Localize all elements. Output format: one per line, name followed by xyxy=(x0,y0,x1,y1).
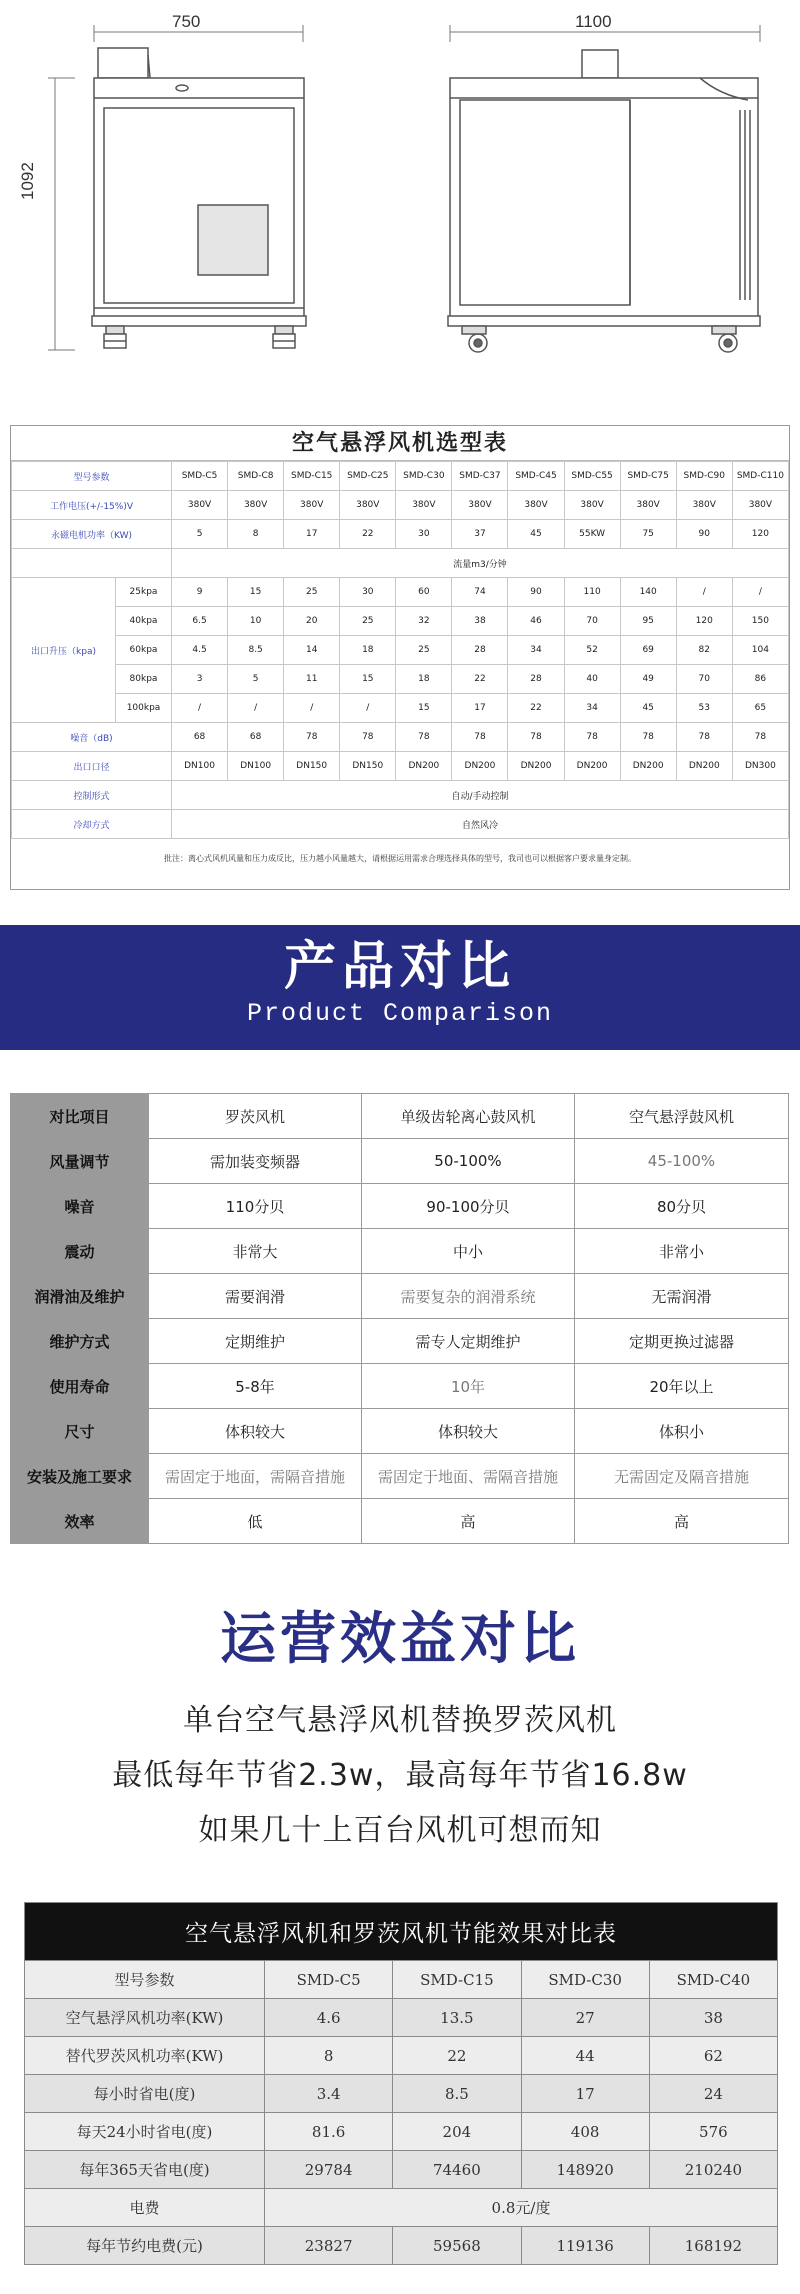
comparison-cell: 80分贝 xyxy=(575,1184,789,1229)
spec-cell: 380V xyxy=(564,491,620,520)
spec-cell: 9 xyxy=(172,578,228,607)
spec-cell: 78 xyxy=(676,723,732,752)
spec-row-label: 永磁电机功率（KW) xyxy=(12,520,172,549)
spec-cell: 140 xyxy=(620,578,676,607)
comparison-row-label: 安装及施工要求 xyxy=(11,1454,149,1499)
spec-cell: 78 xyxy=(284,723,340,752)
spec-cell: 25 xyxy=(284,578,340,607)
spec-cell: 20 xyxy=(284,607,340,636)
spec-cell: 46 xyxy=(508,607,564,636)
comparison-body xyxy=(11,1094,789,1544)
comparison-cell: 45-100% xyxy=(575,1139,789,1184)
energy-cell: 8 xyxy=(265,2037,393,2075)
spec-cell: 11 xyxy=(284,665,340,694)
energy-body xyxy=(25,1903,778,2265)
comparison-row-label: 使用寿命 xyxy=(11,1364,149,1409)
spec-row-cooling xyxy=(12,810,789,839)
spec-row-pressure xyxy=(12,636,789,665)
spec-cell: SMD-C25 xyxy=(340,462,396,491)
energy-cell: 29784 xyxy=(265,2151,393,2189)
energy-header-cell: SMD-C40 xyxy=(649,1961,777,1999)
spec-cell: 25 xyxy=(340,607,396,636)
comparison-cell: 需专人定期维护 xyxy=(362,1319,575,1364)
spec-cell: 34 xyxy=(564,694,620,723)
comparison-row-label: 润滑油及维护 xyxy=(11,1274,149,1319)
energy-cell: 62 xyxy=(649,2037,777,2075)
spec-cell: 45 xyxy=(508,520,564,549)
energy-cell: 27 xyxy=(521,1999,649,2037)
spec-cell: / xyxy=(284,694,340,723)
spec-pressure-value: 100kpa xyxy=(116,694,172,723)
spec-cell: 18 xyxy=(340,636,396,665)
spec-cell: 82 xyxy=(676,636,732,665)
spec-cell: 95 xyxy=(620,607,676,636)
spec-cell: 45 xyxy=(620,694,676,723)
product-comparison-banner xyxy=(0,925,800,1050)
spec-row-power xyxy=(12,520,789,549)
spec-cell: 30 xyxy=(396,520,452,549)
energy-header-row xyxy=(25,1961,778,1999)
spec-row-label: 控制形式 xyxy=(12,781,172,810)
spec-cell: 380V xyxy=(172,491,228,520)
energy-row-label: 空气悬浮风机功率(KW) xyxy=(25,1999,265,2037)
spec-cell: 32 xyxy=(396,607,452,636)
spec-cell: DN200 xyxy=(676,752,732,781)
banner-subtitle: Product Comparison xyxy=(246,999,554,1028)
spec-row-outlet xyxy=(12,752,789,781)
energy-row-label: 每年节约电费(元) xyxy=(25,2227,265,2265)
spec-note: 批注：离心式风机风量和压力成反比，压力越小风量越大，请根据运用需求合理选择具体的型号，我司也可以根据客户要求量身定制。 xyxy=(164,854,636,863)
comparison-cell: 体积较大 xyxy=(362,1409,575,1454)
spec-cell: 14 xyxy=(284,636,340,665)
spec-cell: 69 xyxy=(620,636,676,665)
spec-cell: 65 xyxy=(732,694,788,723)
spec-cell: 55KW xyxy=(564,520,620,549)
spec-cell: 52 xyxy=(564,636,620,665)
comparison-cell: 需要复杂的润滑系统 xyxy=(362,1274,575,1319)
spec-cell: 380V xyxy=(452,491,508,520)
energy-cell: 168192 xyxy=(649,2227,777,2265)
comparison-header-cell: 空气悬浮鼓风机 xyxy=(575,1094,789,1139)
spec-cell: 90 xyxy=(676,520,732,549)
spec-cell: 4.5 xyxy=(172,636,228,665)
front-width-dimension: 750 xyxy=(172,12,201,31)
spec-cell: SMD-C37 xyxy=(452,462,508,491)
spec-cell: DN150 xyxy=(284,752,340,781)
spec-cell: / xyxy=(228,694,284,723)
height-dimension: 1092 xyxy=(18,162,37,200)
spec-row-control xyxy=(12,781,789,810)
spec-cell: 28 xyxy=(508,665,564,694)
energy-cell: 74460 xyxy=(393,2151,521,2189)
benefit-title: 运营效益对比 xyxy=(220,1606,580,1672)
spec-cell: 15 xyxy=(340,665,396,694)
spec-cell: 90 xyxy=(508,578,564,607)
energy-cell: 22 xyxy=(393,2037,521,2075)
spec-cell: DN200 xyxy=(564,752,620,781)
spec-cell: 22 xyxy=(508,694,564,723)
comparison-row-label: 噪音 xyxy=(11,1184,149,1229)
spec-cell: / xyxy=(732,578,788,607)
spec-cell: 380V xyxy=(284,491,340,520)
comparison-row-label: 维护方式 xyxy=(11,1319,149,1364)
comparison-cell: 高 xyxy=(575,1499,789,1544)
spec-selection-table xyxy=(10,425,790,890)
spec-cell: 6.5 xyxy=(172,607,228,636)
comparison-cell: 110分贝 xyxy=(149,1184,362,1229)
spec-row-pressure xyxy=(12,578,789,607)
spec-cell: SMD-C15 xyxy=(284,462,340,491)
spec-merged-value: 自然风冷 xyxy=(172,810,789,839)
energy-cell: 24 xyxy=(649,2075,777,2113)
comparison-header-cell: 罗茨风机 xyxy=(149,1094,362,1139)
spec-cell: 150 xyxy=(732,607,788,636)
spec-cell: 380V xyxy=(228,491,284,520)
spec-cell: 380V xyxy=(508,491,564,520)
energy-header-cell: SMD-C15 xyxy=(393,1961,521,1999)
comparison-cell: 低 xyxy=(149,1499,362,1544)
comparison-cell: 需要润滑 xyxy=(149,1274,362,1319)
comparison-cell: 90-100分贝 xyxy=(362,1184,575,1229)
spec-cell-empty xyxy=(12,549,172,578)
energy-cell: 23827 xyxy=(265,2227,393,2265)
comparison-cell: 体积小 xyxy=(575,1409,789,1454)
spec-cell: 15 xyxy=(228,578,284,607)
spec-cell: 78 xyxy=(508,723,564,752)
spec-row-pressure xyxy=(12,607,789,636)
spec-cell: 74 xyxy=(452,578,508,607)
comparison-row xyxy=(11,1139,789,1184)
product-comparison-table xyxy=(10,1093,789,1544)
spec-cell: SMD-C75 xyxy=(620,462,676,491)
spec-cell: SMD-C110 xyxy=(732,462,788,491)
spec-cell: 18 xyxy=(396,665,452,694)
spec-row-voltage xyxy=(12,491,789,520)
energy-cell: 119136 xyxy=(521,2227,649,2265)
spec-cell: DN100 xyxy=(172,752,228,781)
energy-cell: 59568 xyxy=(393,2227,521,2265)
spec-flow-unit: 流量m3/分钟 xyxy=(172,549,789,578)
spec-cell: DN200 xyxy=(396,752,452,781)
comparison-cell: 需固定于地面，需隔音措施 xyxy=(149,1454,362,1499)
energy-header-cell: SMD-C30 xyxy=(521,1961,649,1999)
comparison-row-label: 效率 xyxy=(11,1499,149,1544)
spec-cell: DN200 xyxy=(620,752,676,781)
spec-cell: 15 xyxy=(396,694,452,723)
spec-cell: 104 xyxy=(732,636,788,665)
spec-cell: / xyxy=(340,694,396,723)
spec-cell: 78 xyxy=(732,723,788,752)
comparison-cell: 非常小 xyxy=(575,1229,789,1274)
spec-cell: 78 xyxy=(564,723,620,752)
side-width-dimension: 1100 xyxy=(575,12,612,31)
spec-cell: 10 xyxy=(228,607,284,636)
comparison-cell: 需固定于地面、需隔音措施 xyxy=(362,1454,575,1499)
spec-cell: 34 xyxy=(508,636,564,665)
comparison-cell: 高 xyxy=(362,1499,575,1544)
energy-header-cell: SMD-C5 xyxy=(265,1961,393,1999)
energy-cell: 17 xyxy=(521,2075,649,2113)
spec-row-pressure xyxy=(12,694,789,723)
energy-cell: 8.5 xyxy=(393,2075,521,2113)
energy-table-title: 空气悬浮风机和罗茨风机节能效果对比表 xyxy=(25,1903,778,1961)
comparison-cell: 50-100% xyxy=(362,1139,575,1184)
spec-cell: 78 xyxy=(396,723,452,752)
spec-cell: / xyxy=(676,578,732,607)
spec-pressure-value: 80kpa xyxy=(116,665,172,694)
spec-table-title: 空气悬浮风机选型表 xyxy=(11,426,789,461)
energy-price-value: 0.8元/度 xyxy=(265,2189,778,2227)
comparison-row xyxy=(11,1364,789,1409)
energy-row xyxy=(25,2037,778,2075)
comparison-row xyxy=(11,1274,789,1319)
energy-cell: 576 xyxy=(649,2113,777,2151)
energy-row xyxy=(25,1999,778,2037)
energy-row xyxy=(25,2075,778,2113)
technical-drawings xyxy=(0,0,800,410)
spec-cell: SMD-C45 xyxy=(508,462,564,491)
comparison-header-row xyxy=(11,1094,789,1139)
comparison-row xyxy=(11,1409,789,1454)
energy-cell: 4.6 xyxy=(265,1999,393,2037)
spec-cell: 22 xyxy=(340,520,396,549)
spec-row-label: 噪音（dB) xyxy=(12,723,172,752)
benefit-line-1: 单台空气悬浮风机替换罗茨风机 xyxy=(183,1703,617,1738)
energy-row-label: 每小时省电(度) xyxy=(25,2075,265,2113)
comparison-cell: 10年 xyxy=(362,1364,575,1409)
comparison-cell: 定期维护 xyxy=(149,1319,362,1364)
spec-cell: / xyxy=(172,694,228,723)
spec-cell: 86 xyxy=(732,665,788,694)
energy-price-row xyxy=(25,2189,778,2227)
spec-cell: 70 xyxy=(676,665,732,694)
energy-cell: 44 xyxy=(521,2037,649,2075)
comparison-row xyxy=(11,1229,789,1274)
energy-cell: 13.5 xyxy=(393,1999,521,2037)
spec-row-pressure xyxy=(12,665,789,694)
comparison-cell: 体积较大 xyxy=(149,1409,362,1454)
spec-cell: SMD-C8 xyxy=(228,462,284,491)
spec-row-flow-unit xyxy=(12,549,789,578)
energy-saving-table xyxy=(24,1902,778,2265)
spec-merged-value: 自动/手动控制 xyxy=(172,781,789,810)
spec-cell: 380V xyxy=(396,491,452,520)
spec-cell: 78 xyxy=(620,723,676,752)
energy-row-label: 电费 xyxy=(25,2189,265,2227)
comparison-row xyxy=(11,1184,789,1229)
spec-cell: 380V xyxy=(732,491,788,520)
energy-cell: 81.6 xyxy=(265,2113,393,2151)
comparison-row xyxy=(11,1454,789,1499)
banner-title: 产品对比 xyxy=(283,936,516,997)
spec-cell: 5 xyxy=(228,665,284,694)
comparison-header-label: 对比项目 xyxy=(11,1094,149,1139)
spec-cell: DN150 xyxy=(340,752,396,781)
spec-cell: 75 xyxy=(620,520,676,549)
energy-cell: 38 xyxy=(649,1999,777,2037)
spec-cell: SMD-C5 xyxy=(172,462,228,491)
comparison-row xyxy=(11,1499,789,1544)
spec-cell: 49 xyxy=(620,665,676,694)
comparison-row-label: 尺寸 xyxy=(11,1409,149,1454)
energy-cell: 148920 xyxy=(521,2151,649,2189)
energy-cell: 408 xyxy=(521,2113,649,2151)
comparison-cell: 非常大 xyxy=(149,1229,362,1274)
spec-cell: 37 xyxy=(452,520,508,549)
spec-cell: 25 xyxy=(396,636,452,665)
spec-cell: 380V xyxy=(620,491,676,520)
spec-cell: 40 xyxy=(564,665,620,694)
energy-title-row xyxy=(25,1903,778,1961)
spec-pressure-value: 40kpa xyxy=(116,607,172,636)
comparison-row-label: 震动 xyxy=(11,1229,149,1274)
spec-cell: 5 xyxy=(172,520,228,549)
comparison-cell: 无需润滑 xyxy=(575,1274,789,1319)
spec-grid xyxy=(11,461,789,839)
spec-cell: 70 xyxy=(564,607,620,636)
benefit-line-3: 如果几十上百台风机可想而知 xyxy=(198,1813,602,1848)
spec-cell: 8 xyxy=(228,520,284,549)
comparison-cell: 中小 xyxy=(362,1229,575,1274)
spec-cell: 60 xyxy=(396,578,452,607)
spec-cell: 38 xyxy=(452,607,508,636)
spec-cell: 53 xyxy=(676,694,732,723)
spec-cell: 68 xyxy=(228,723,284,752)
energy-cell: 204 xyxy=(393,2113,521,2151)
spec-row-label: 型号参数 xyxy=(12,462,172,491)
spec-row-label: 出口口径 xyxy=(12,752,172,781)
energy-row-label: 每天24小时省电(度) xyxy=(25,2113,265,2151)
spec-cell: 120 xyxy=(676,607,732,636)
spec-cell: 17 xyxy=(284,520,340,549)
comparison-cell: 20年以上 xyxy=(575,1364,789,1409)
spec-cell: 110 xyxy=(564,578,620,607)
benefit-line-2: 最低每年节省2.3w，最高每年节省16.8w xyxy=(112,1758,688,1793)
spec-cell: 28 xyxy=(452,636,508,665)
comparison-row-label: 风量调节 xyxy=(11,1139,149,1184)
spec-grid-body xyxy=(12,462,789,839)
spec-cell: 380V xyxy=(676,491,732,520)
spec-cell: SMD-C30 xyxy=(396,462,452,491)
spec-cell: 380V xyxy=(340,491,396,520)
energy-row xyxy=(25,2113,778,2151)
spec-cell: 68 xyxy=(172,723,228,752)
energy-saving-row xyxy=(25,2227,778,2265)
spec-cell: 78 xyxy=(340,723,396,752)
spec-cell: 22 xyxy=(452,665,508,694)
energy-row-label: 替代罗茨风机功率(KW) xyxy=(25,2037,265,2075)
spec-cell: 120 xyxy=(732,520,788,549)
spec-cell: 17 xyxy=(452,694,508,723)
comparison-header-cell: 单级齿轮离心鼓风机 xyxy=(362,1094,575,1139)
spec-cell: DN100 xyxy=(228,752,284,781)
spec-cell: DN300 xyxy=(732,752,788,781)
spec-pressure-value: 60kpa xyxy=(116,636,172,665)
blower-drawing-svg xyxy=(0,0,800,410)
energy-header-cell: 型号参数 xyxy=(25,1961,265,1999)
energy-row xyxy=(25,2151,778,2189)
spec-cell: 78 xyxy=(452,723,508,752)
spec-cell: 8.5 xyxy=(228,636,284,665)
spec-row-label: 工作电压(+/-15%)V xyxy=(12,491,172,520)
energy-cell: 210240 xyxy=(649,2151,777,2189)
spec-cell: 30 xyxy=(340,578,396,607)
spec-row-noise xyxy=(12,723,789,752)
comparison-cell: 无需固定及隔音措施 xyxy=(575,1454,789,1499)
spec-cell: SMD-C90 xyxy=(676,462,732,491)
spec-cell: DN200 xyxy=(452,752,508,781)
spec-pressure-value: 25kpa xyxy=(116,578,172,607)
spec-cell: SMD-C55 xyxy=(564,462,620,491)
comparison-cell: 需加装变频器 xyxy=(149,1139,362,1184)
comparison-row xyxy=(11,1319,789,1364)
comparison-cell: 5-8年 xyxy=(149,1364,362,1409)
spec-cell: DN200 xyxy=(508,752,564,781)
spec-cell: 3 xyxy=(172,665,228,694)
energy-row-label: 每年365天省电(度) xyxy=(25,2151,265,2189)
energy-cell: 3.4 xyxy=(265,2075,393,2113)
spec-pressure-label: 出口升压（kpa) xyxy=(12,578,116,723)
spec-row-label: 冷却方式 xyxy=(12,810,172,839)
comparison-cell: 定期更换过滤器 xyxy=(575,1319,789,1364)
spec-row-models xyxy=(12,462,789,491)
